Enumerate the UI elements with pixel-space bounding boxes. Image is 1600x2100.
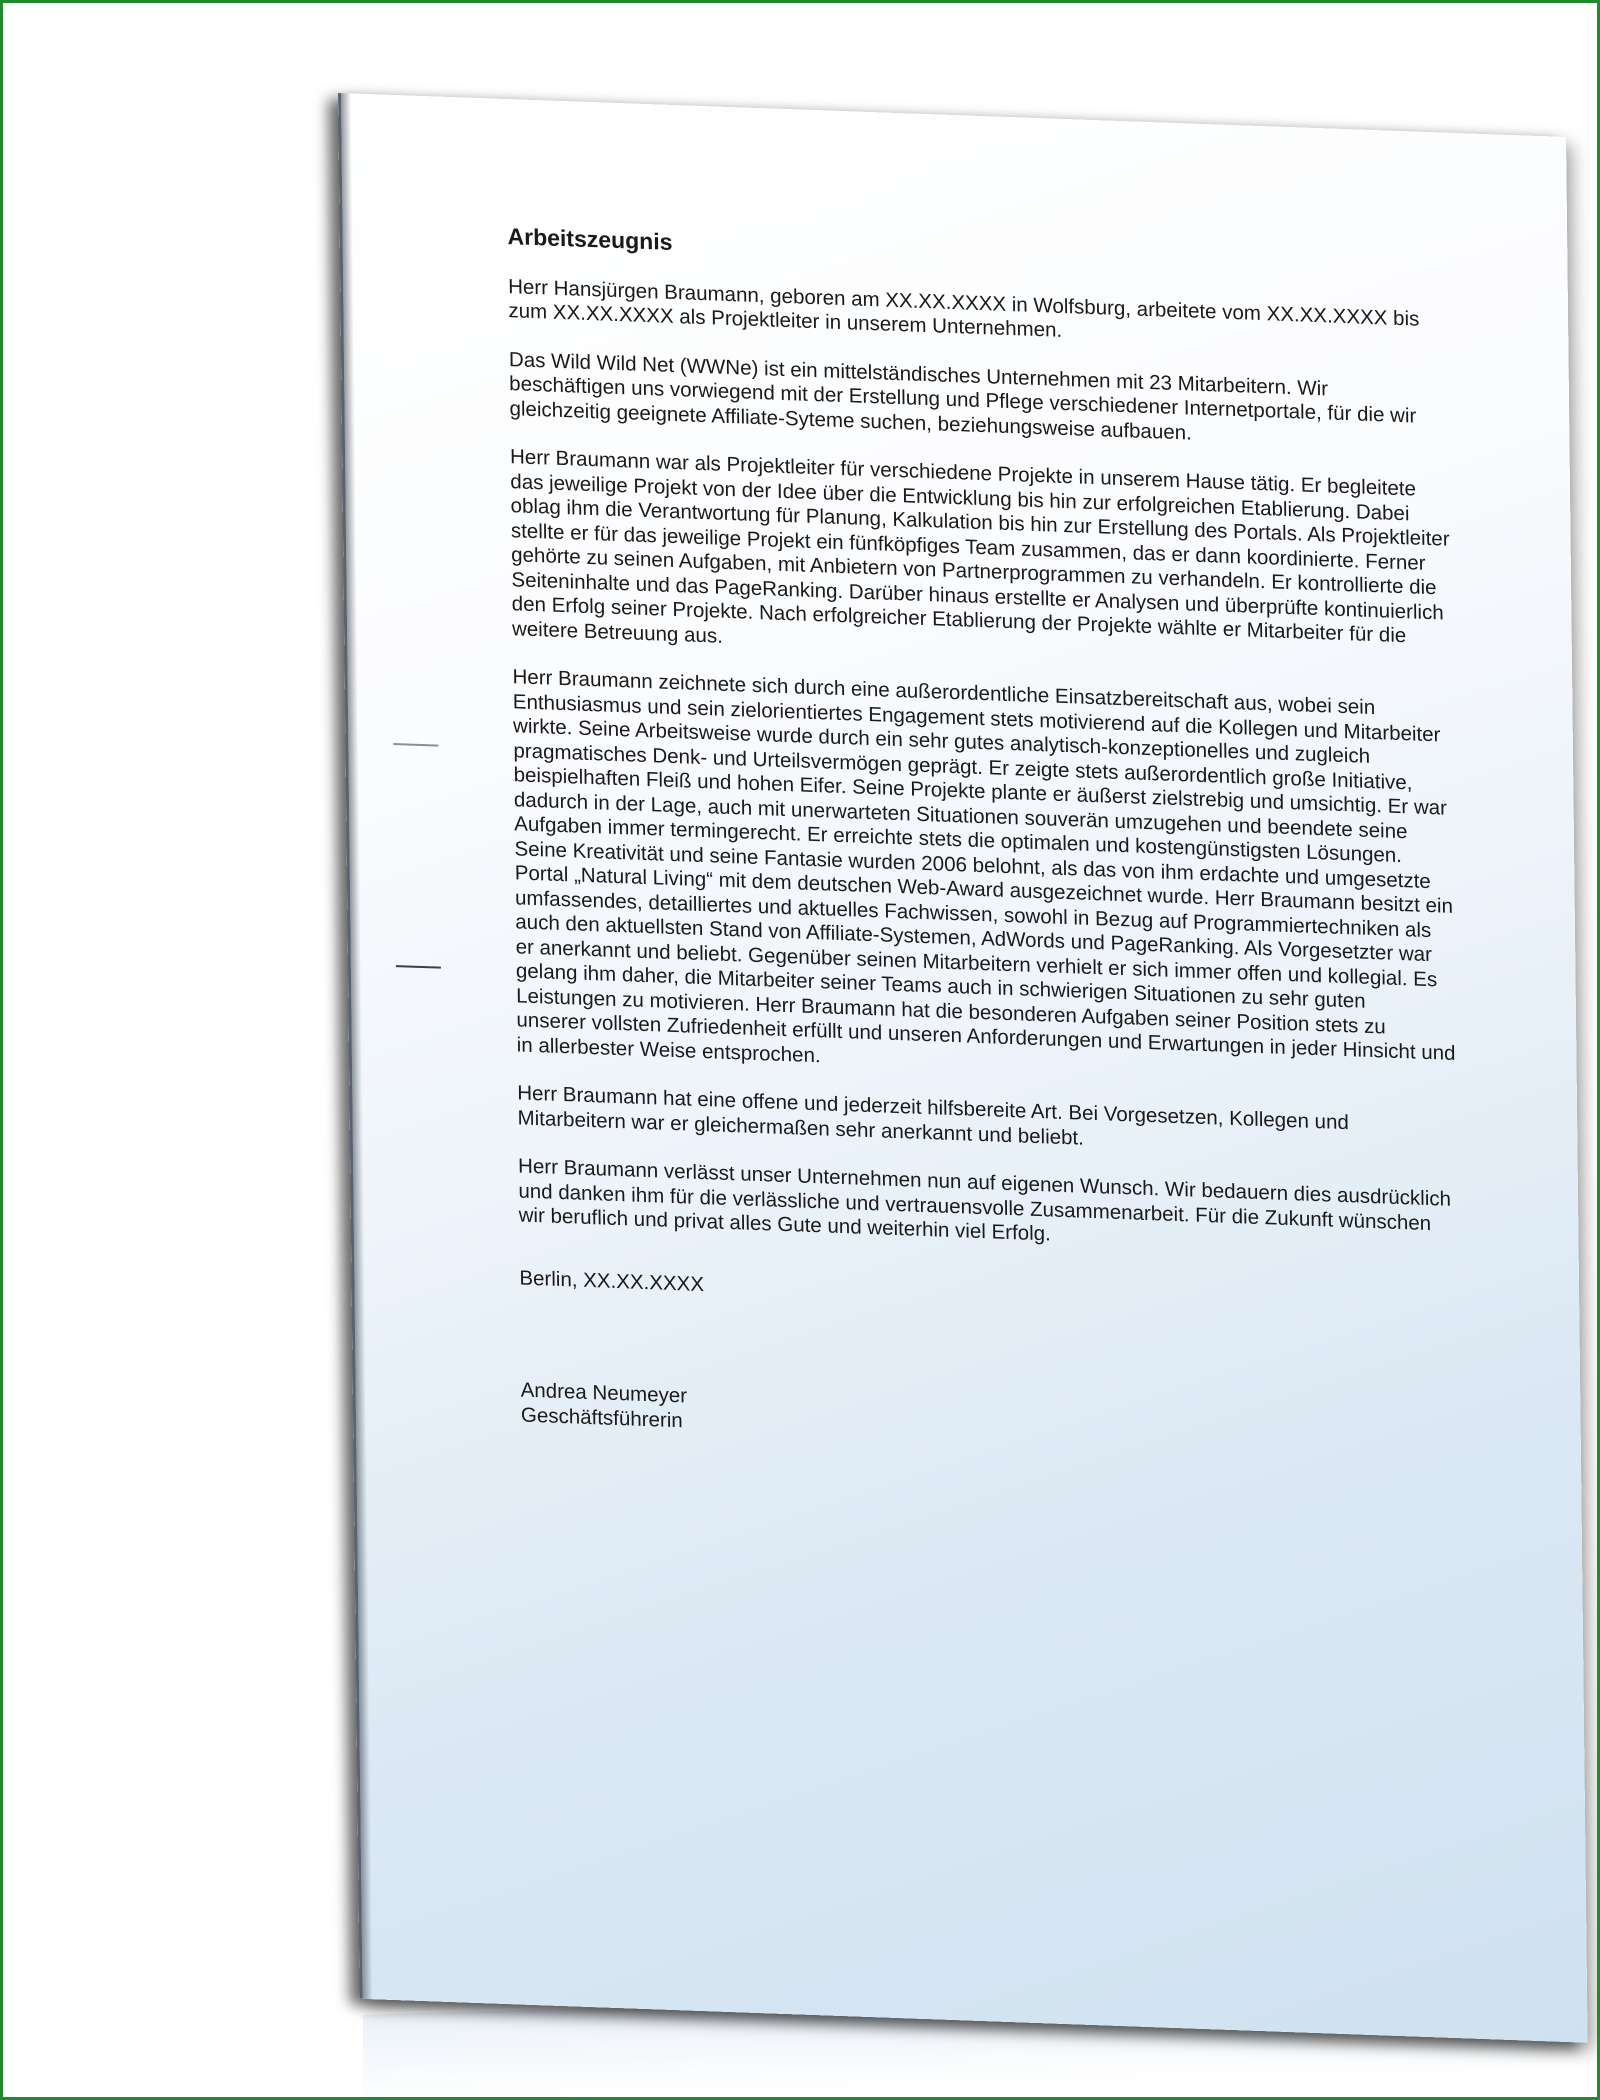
- paragraph-tasks: Herr Braumann war als Projektleiter für verschiedene Projekte in unserem Hause tätig. Er begleitete das jeweilige Projekt von der Idee über die Entwicklung bis hin zur erfolgreichen Etablierung. Dabei oblag ihm die Verantwortung für Planung, Kalkulation bis hin zur Erstellung des Portals. Als Projektleiter stellte er für das jeweilige Projekt ein fünfköpfiges Team zusammen, das er dann koordinierte. Ferner gehörte zu seinen Aufgaben, mit Anbietern von Partnerprogrammen zu verhandeln. Er kontrollierte die Seiteninhalte und das PageRanking. Darüber hinaus erstellte er Analysen und überprüfte kontinuierlich den Erfolg seiner Projekte. Nach erfolgreicher Etablierung der Projekte wählte er Mitarbeiter für die weitere Betreuung aus.: [509, 445, 1450, 648]
- place-date: Berlin, XX.XX.XXXX: [519, 1265, 705, 1296]
- paragraph-intro: Herr Hansjürgen Braumann, geboren am XX.XX.XXXX in Wolfsburg, arbeitete vom XX.XX.XXXX bis zum XX.XX.XXXX als Projektleiter in unserem Unternehmen.: [507, 274, 1420, 342]
- paragraph-conduct: Herr Braumann hat eine offene und jederzeit hilfsbereite Art. Bei Vorgesetzen, Kollegen und Mitarbeitern war er gleichermaßen sehr anerkannt und beliebt.: [517, 1081, 1349, 1150]
- paragraph-performance: Herr Braumann zeichnete sich durch eine außerordentliche Einsatzbereitschaft aus, wobei sein Enthusiasmus und sein zielorientiertes Engagement stets motivierend auf die Kollegen und Mitarbeiter wirkte. Seine Arbeitsweise wurde durch ein sehr gutes analytisch-konzeptionelles und zugleich pragmatisches Denk- und Urteilsvermögen geprägt. Er zeigte stets außerordentlich große Initiative, beispielhaften Fleiß und hohen Eifer. Seine Projekte plante er äußerst zielstrebig und umsichtig. Er war dadurch in der Lage, auch mit unerwarteten Situationen souverän umzugehen und beendete seine Aufgaben immer termingerecht. Er erreichte stets die optimalen und kostengünstigsten Lösungen. Seine Kreativität und seine Fantasie wurden 2006 belohnt, als das von ihm erdachte und umgesetzte Portal „Natural Living“ mit dem deutschen Web-Award ausgezeichnet wurde. Herr Braumann besitzt ein umfassendes, detailliertes und aktuelles Fachwissen, sowohl in Bezug auf Programmiertechniken als auch den aktuellsten Stand von Affiliate-Systemen, AdWords und PageRanking. Als Vorgesetzter war er anerkannt und beliebt. Gegenüber seinen Mitarbeitern verhielt er sich immer offen und kollegial. Es gelang ihm daher, die Mitarbeiter seiner Teams auch in schwierigen Situationen zu sehr guten Leistungen zu motivieren. Herr Braumann hat die besonderen Aufgaben seiner Position stets zu unserer vollsten Zufriedenheit erfüllt und unseren Anforderungen und Erwartungen in jeder Hinsicht und in allerbester Weise entsprochen.: [512, 665, 1456, 1067]
- document-content: [507, 224, 1461, 1461]
- paragraph-closing: Herr Braumann verlässt unser Unternehmen nun auf eigenen Wunsch. Wir bedauern dies ausdrücklich und danken ihm für die verlässliche und vertrauensvolle Zusammenarbeit. Für die Zukunft wünschen wir beruflich und privat alles Gute und weiterhin viel Erfolg.: [517, 1154, 1452, 1246]
- document-page: [338, 93, 1588, 2043]
- fold-mark-lower: [396, 965, 441, 969]
- document-title: Arbeitszeugnis: [507, 223, 673, 255]
- signature-block: [521, 1379, 1462, 1462]
- fold-mark-upper: [393, 743, 438, 747]
- signer-title: Geschäftsführerin: [520, 1403, 683, 1432]
- paragraph-company: Das Wild Wild Net (WWNe) ist ein mittelständisches Unternehmen mit 23 Mitarbeitern. Wir beschäftigen uns vorwiegend mit der Erstellung und Pflege verschiedener Internetportale, für die wir gleichzeitig geeignete Affiliate-Syteme suchen, beziehungsweise aufbauen.: [508, 347, 1417, 445]
- signer-name: Andrea Neumeyer: [520, 1378, 688, 1408]
